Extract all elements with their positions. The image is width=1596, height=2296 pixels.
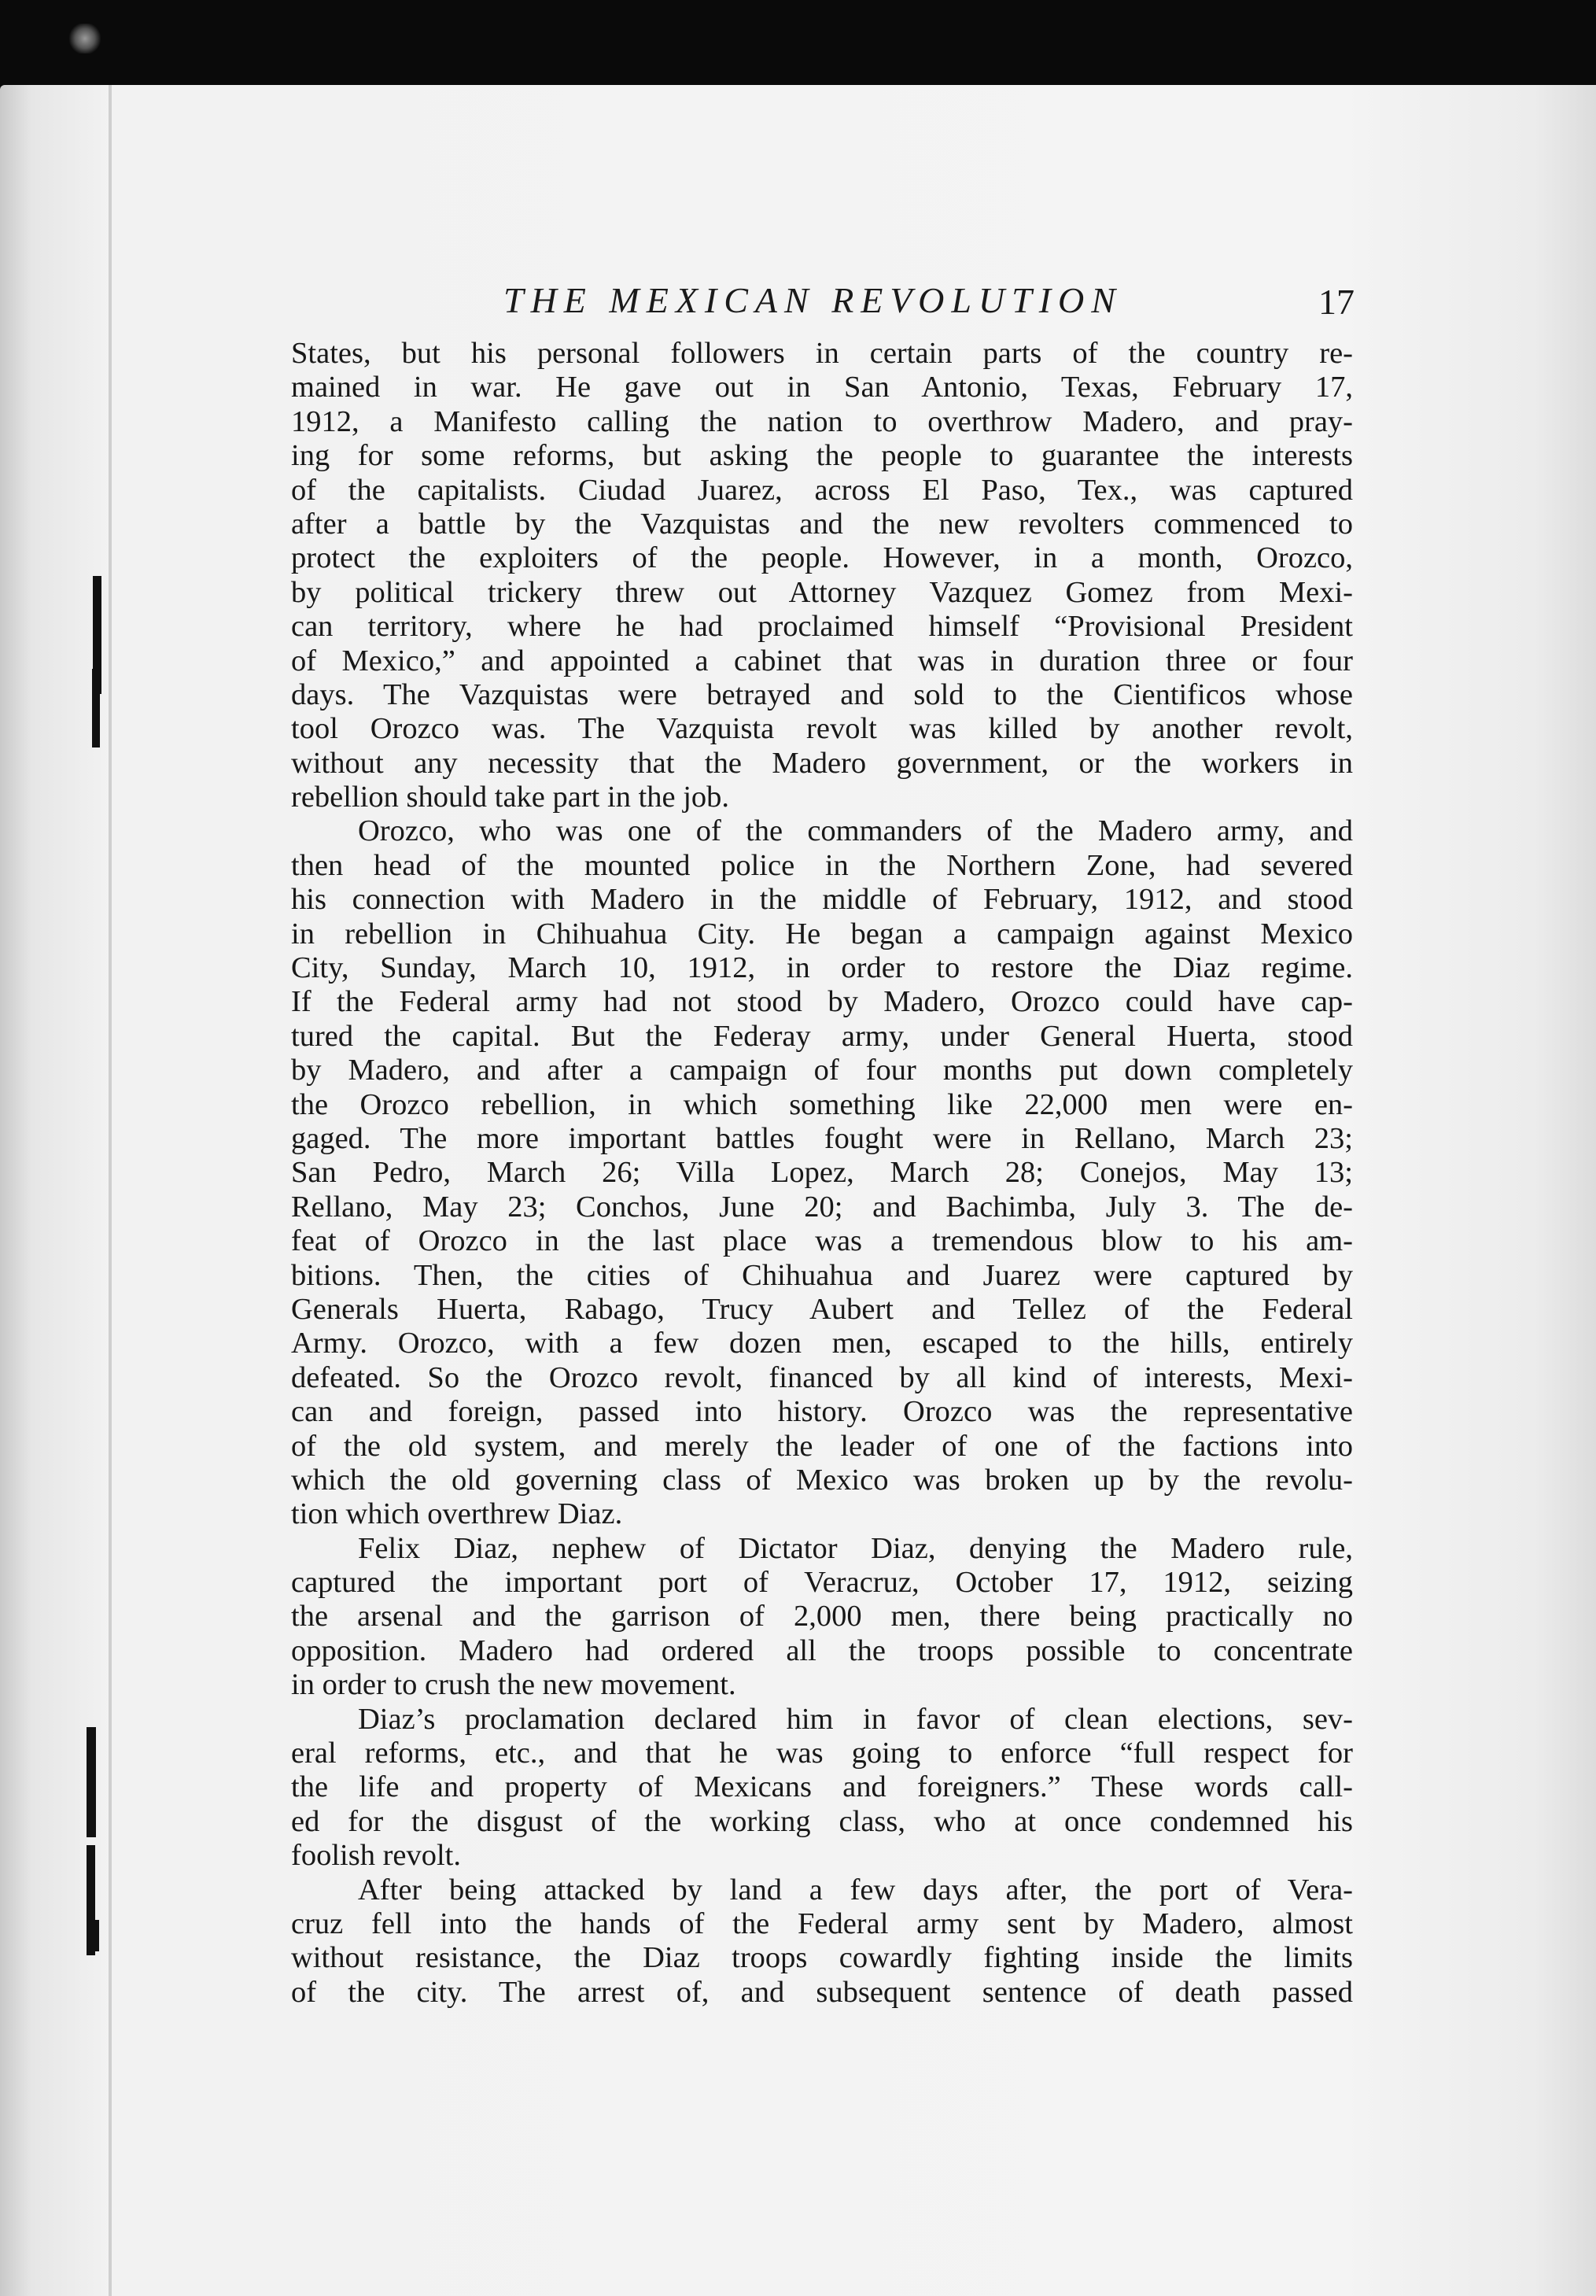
text-line: bitions. Then, the cities of Chihuahua and Juarez were captured by: [291, 1258, 1353, 1292]
text-line: tool Orozco was. The Vazquista revolt was killed by another revolt,: [291, 712, 1353, 746]
text-line: captured the important port of Veracruz, October 17, 1912, seizing: [291, 1566, 1353, 1600]
paragraph: [291, 337, 1353, 814]
text-line: foolish revolt.: [291, 1839, 461, 1873]
text-line: San Pedro, March 26; Villa Lopez, March 28; Conejos, May 13;: [291, 1156, 1353, 1190]
scan-top-border: [0, 0, 1596, 98]
text-line: the Orozco rebellion, in which something like 22,000 men were en-: [291, 1087, 1353, 1121]
text-line: feat of Orozco in the last place was a tremendous blow to his am-: [291, 1224, 1353, 1258]
text-line: tured the capital. But the Federay army, under General Huerta, stood: [291, 1019, 1353, 1053]
text-line: Orozco, who was one of the commanders of the Madero army, and: [358, 814, 1353, 848]
text-line: 1912, a Manifesto calling the nation to overthrow Madero, and pray-: [291, 404, 1353, 438]
page-number: 17: [1318, 282, 1355, 322]
text-line: City, Sunday, March 10, 1912, in order to restore the Diaz regime.: [291, 951, 1353, 985]
text-line: can territory, where he had proclaimed himself “Provisional President: [291, 610, 1353, 644]
text-line: of Mexico,” and appointed a cabinet that was in duration three or four: [291, 644, 1353, 677]
text-line: gaged. The more important battles fought were in Rellano, March 23;: [291, 1121, 1353, 1155]
text-line: Felix Diaz, nephew of Dictator Diaz, denying the Madero rule,: [358, 1531, 1353, 1565]
text-line: in order to crush the new movement.: [291, 1668, 736, 1702]
page-header: [0, 279, 1596, 342]
text-line: the life and property of Mexicans and foreigners.” These words call-: [291, 1770, 1353, 1804]
paragraph: [291, 1873, 1353, 2010]
text-line: If the Federal army had not stood by Madero, Orozco could have cap-: [291, 985, 1353, 1019]
text-line: Diaz’s proclamation declared him in favor of clean elections, sev-: [358, 1702, 1353, 1736]
text-line: Army. Orozco, with a few dozen men, escaped to the hills, entirely: [291, 1327, 1353, 1360]
text-line: ing for some reforms, but asking the people to guarantee the interests: [291, 439, 1353, 473]
text-line: by political trickery threw out Attorney Vazquez Gomez from Mexi-: [291, 575, 1353, 609]
text-line: without any necessity that the Madero government, or the workers in: [291, 746, 1353, 780]
running-title: THE MEXICAN REVOLUTION: [503, 280, 1122, 320]
text-line: in rebellion in Chihuahua City. He began a campaign against Mexico: [291, 917, 1353, 951]
text-line: States, but his personal followers in certain parts of the country re-: [291, 337, 1353, 370]
text-line: days. The Vazquistas were betrayed and sold to the Cientificos whose: [291, 677, 1353, 711]
margin-mark: [93, 1920, 99, 1951]
text-line: cruz fell into the hands of the Federal army sent by Madero, almost: [291, 1907, 1353, 1940]
paragraph: [291, 814, 1353, 1531]
text-line: of the city. The arrest of, and subsequent sentence of death passed: [291, 1975, 1353, 2009]
text-line: mained in war. He gave out in San Antonio, Texas, February 17,: [291, 371, 1353, 404]
text-line: of the capitalists. Ciudad Juarez, across El Paso, Tex., was captured: [291, 473, 1353, 507]
text-line: defeated. So the Orozco revolt, financed by all kind of interests, Mexi-: [291, 1360, 1353, 1394]
text-line: of the old system, and merely the leader of one of the factions into: [291, 1429, 1353, 1463]
text-line: After being attacked by land a few days after, the port of Vera-: [358, 1873, 1353, 1907]
text-line: Rellano, May 23; Conchos, June 20; and Bachimba, July 3. The de-: [291, 1190, 1353, 1224]
text-line: which the old governing class of Mexico was broken up by the revolu-: [291, 1463, 1353, 1497]
scan-artifact: [69, 24, 101, 54]
body-text: [291, 337, 1353, 2010]
margin-mark: [87, 1727, 96, 1837]
text-line: after a battle by the Vazquistas and the new revolters commenced to: [291, 507, 1353, 541]
margin-mark: [92, 669, 100, 747]
text-line: can and foreign, passed into history. Orozco was the representative: [291, 1395, 1353, 1429]
paragraph: [291, 1703, 1353, 1873]
text-line: rebellion should take part in the job.: [291, 781, 730, 814]
text-line: by Madero, and after a campaign of four months put down completely: [291, 1054, 1353, 1087]
text-line: tion which overthrew Diaz.: [291, 1497, 623, 1531]
page-gutter: [109, 85, 112, 2296]
text-line: eral reforms, etc., and that he was going to enforce “full respect for: [291, 1737, 1353, 1770]
text-line: the arsenal and the garrison of 2,000 men, there being practically no: [291, 1600, 1353, 1633]
text-line: opposition. Madero had ordered all the troops possible to concentrate: [291, 1633, 1353, 1667]
text-line: his connection with Madero in the middle of February, 1912, and stood: [291, 883, 1353, 917]
text-line: without resistance, the Diaz troops cowardly fighting inside the limits: [291, 1941, 1353, 1975]
text-line: then head of the mounted police in the Northern Zone, had severed: [291, 848, 1353, 882]
paragraph: [291, 1532, 1353, 1703]
text-line: ed for the disgust of the working class, who at once condemned his: [291, 1804, 1353, 1838]
text-line: protect the exploiters of the people. However, in a month, Orozco,: [291, 541, 1353, 575]
text-line: Generals Huerta, Rabago, Trucy Aubert and Tellez of the Federal: [291, 1292, 1353, 1326]
